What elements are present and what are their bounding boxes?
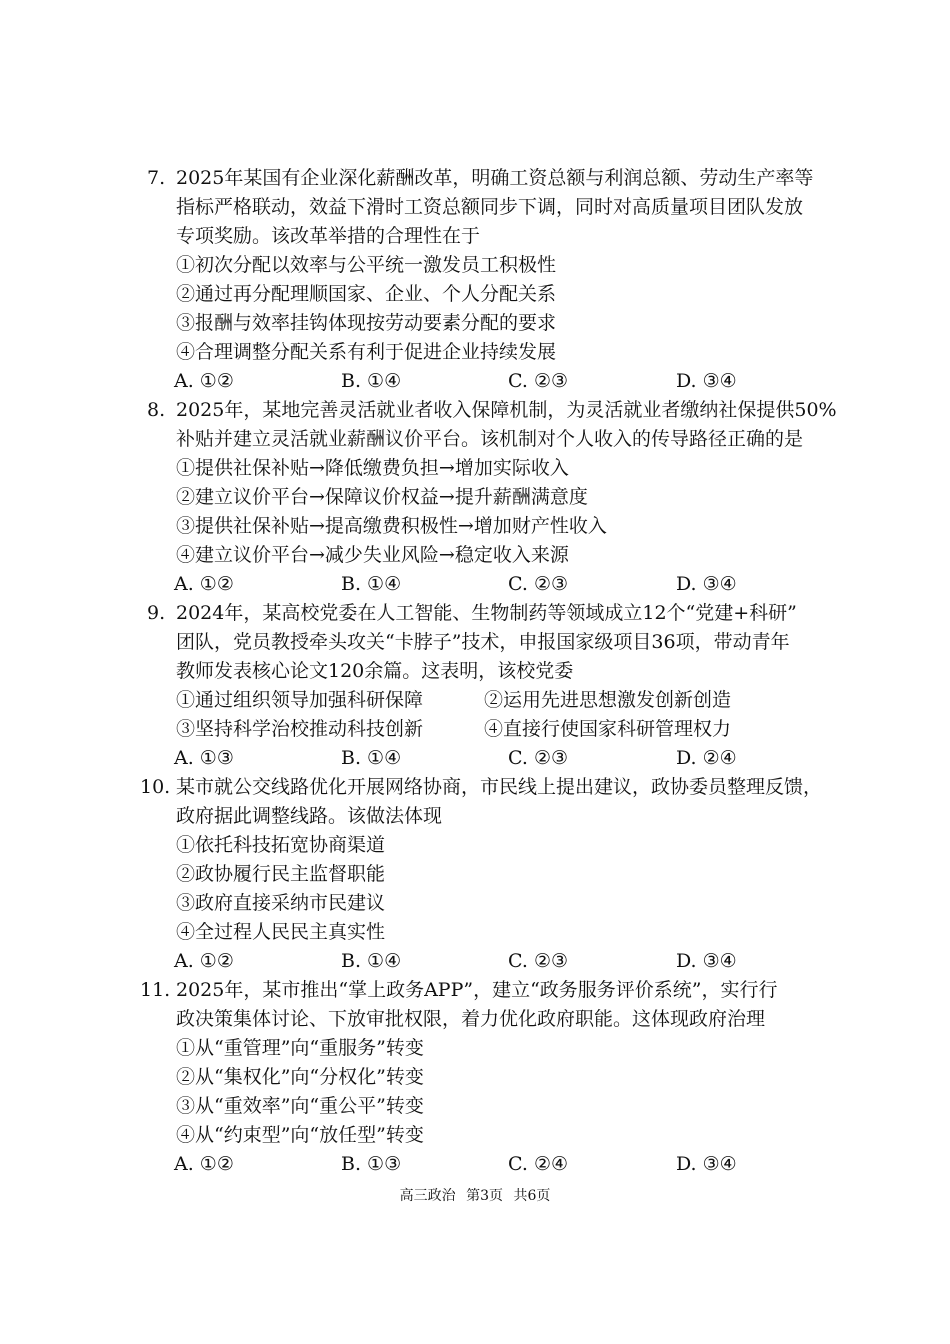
question-number: 10. — [140, 776, 171, 798]
question-stem-line: 2025年某国有企业深化薪酬改革，明确工资总额与利润总额、劳动生产率等 — [176, 167, 814, 189]
statement-option: ②运用先进思想激发创新创造 — [484, 689, 732, 711]
statement-option: ③提供社保补贴→提高缴费积极性→增加财产性收入 — [176, 515, 607, 537]
statement-option: ①通过组织领导加强科研保障 — [176, 689, 424, 711]
statement-option: ①提供社保补贴→降低缴费负担→增加实际收入 — [176, 457, 569, 479]
footer-page-number: 第3页 — [466, 1188, 503, 1204]
question-stem-line: 政决策集体讨论、下放审批权限，着力优化政府职能。这体现政府治理 — [176, 1008, 766, 1030]
answer-choice-b: B. ①④ — [341, 573, 402, 595]
answer-choice-c: C. ②③ — [508, 950, 569, 972]
answer-choice-d: D. ②④ — [676, 747, 737, 769]
answer-choice-a: A. ①② — [174, 370, 234, 392]
answer-choice-c: C. ②③ — [508, 747, 569, 769]
statement-option: ④建立议价平台→减少失业风险→稳定收入来源 — [176, 544, 569, 566]
answer-choice-d: D. ③④ — [676, 1153, 737, 1175]
question-stem-line: 2025年，某市推出“掌上政务APP”，建立“政务服务评价系统”，实行行 — [176, 979, 778, 1001]
statement-option: ②政协履行民主监督职能 — [176, 863, 386, 885]
question-stem-line: 补贴并建立灵活就业薪酬议价平台。该机制对个人收入的传导路径正确的是 — [176, 428, 804, 450]
question-number: 9. — [147, 602, 166, 624]
statement-option: ③报酬与效率挂钩体现按劳动要素分配的要求 — [176, 312, 557, 334]
question-stem-line: 指标严格联动，效益下滑时工资总额同步下调，同时对高质量项目团队发放 — [176, 196, 804, 218]
statement-option: ①依托科技拓宽协商渠道 — [176, 834, 386, 856]
answer-choice-a: A. ①② — [174, 573, 234, 595]
answer-choice-d: D. ③④ — [676, 370, 737, 392]
question-number: 7. — [147, 167, 166, 189]
statement-option: ④从“约束型”向“放任型”转变 — [176, 1124, 424, 1146]
answer-choice-d: D. ③④ — [676, 950, 737, 972]
statement-option: ④合理调整分配关系有利于促进企业持续发展 — [176, 341, 557, 363]
footer-subject: 高三政治 — [399, 1188, 456, 1204]
answer-choice-d: D. ③④ — [676, 573, 737, 595]
statement-option: ③坚持科学治校推动科技创新 — [176, 718, 424, 740]
answer-choice-c: C. ②③ — [508, 573, 569, 595]
question-stem-line: 专项奖励。该改革举措的合理性在于 — [176, 225, 481, 247]
answer-choice-a: A. ①② — [174, 1153, 234, 1175]
answer-choice-b: B. ①③ — [341, 1153, 402, 1175]
answer-choice-a: A. ①② — [174, 950, 234, 972]
statement-option: ②从“集权化”向“分权化”转变 — [176, 1066, 424, 1088]
statement-option: ②建立议价平台→保障议价权益→提升薪酬满意度 — [176, 486, 588, 508]
answer-choice-c: C. ②③ — [508, 370, 569, 392]
footer-total-pages: 共6页 — [513, 1188, 551, 1204]
statement-option: ③从“重效率”向“重公平”转变 — [176, 1095, 424, 1117]
question-stem-line: 某市就公交线路优化开展网络协商，市民线上提出建议，政协委员整理反馈， — [176, 776, 823, 798]
answer-choice-a: A. ①③ — [174, 747, 234, 769]
question-stem-line: 2024年，某高校党委在人工智能、生物制药等领域成立12个“党建+科研” — [176, 602, 797, 624]
question-number: 8. — [147, 399, 166, 421]
question-stem-line: 团队，党员教授牵头攻关“卡脖子”技术，申报国家级项目36项，带动青年 — [176, 631, 790, 653]
statement-option: ③政府直接采纳市民建议 — [176, 892, 386, 914]
question-stem-line: 教师发表核心论文120余篇。这表明，该校党委 — [176, 660, 574, 682]
answer-choice-b: B. ①④ — [341, 747, 402, 769]
question-number: 11. — [140, 979, 171, 1001]
answer-choice-b: B. ①④ — [341, 950, 402, 972]
statement-option: ①从“重管理”向“重服务”转变 — [176, 1037, 424, 1059]
statement-option: ①初次分配以效率与公平统一激发员工积极性 — [176, 254, 557, 276]
page-footer — [0, 1186, 950, 1206]
answer-choice-b: B. ①④ — [341, 370, 402, 392]
statement-option: ④直接行使国家科研管理权力 — [484, 718, 732, 740]
question-stem-line: 2025年，某地完善灵活就业者收入保障机制，为灵活就业者缴纳社保提供50% — [176, 399, 837, 421]
statement-option: ④全过程人民民主真实性 — [176, 921, 386, 943]
answer-choice-c: C. ②④ — [508, 1153, 569, 1175]
statement-option: ②通过再分配理顺国家、企业、个人分配关系 — [176, 283, 557, 305]
question-stem-line: 政府据此调整线路。该做法体现 — [176, 805, 443, 827]
